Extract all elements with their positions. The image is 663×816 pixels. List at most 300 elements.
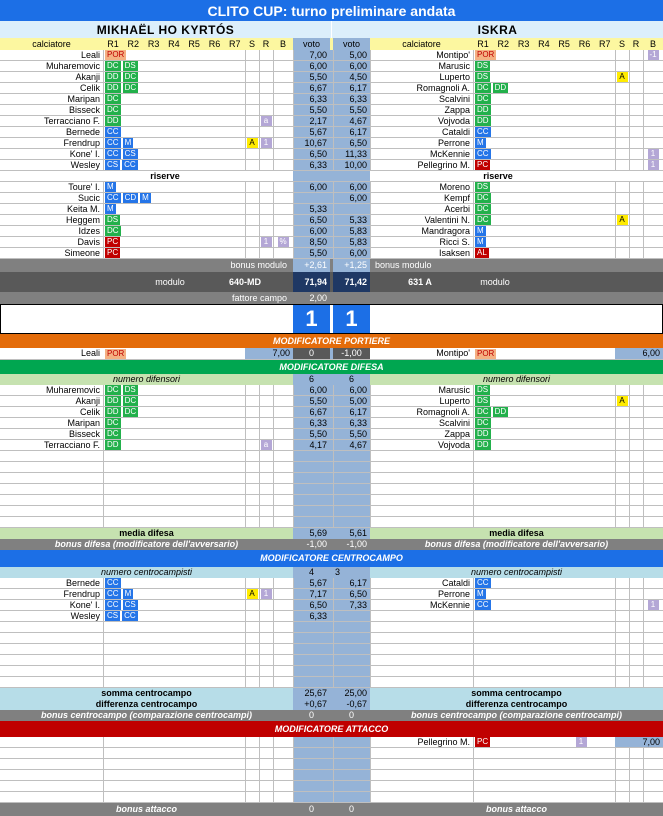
bonus: [643, 237, 663, 247]
num-difensori: numero difensori: [112, 374, 181, 384]
col-player: calciatore: [32, 38, 71, 49]
player-name: Zappa: [444, 429, 470, 439]
role-tags: [103, 215, 245, 225]
vote-column-bg: [293, 633, 370, 643]
bonus-modulo-label-right: bonus modulo: [375, 260, 432, 270]
yellow-card: [615, 138, 629, 148]
yellow-card: [245, 83, 259, 93]
bonus: [259, 72, 273, 82]
col-player: calciatore: [402, 38, 441, 49]
role-badge: CS: [124, 600, 136, 609]
role-badge: DS: [124, 61, 136, 70]
bonus: [643, 160, 663, 170]
bonus: [574, 737, 588, 747]
vote: 5,83: [349, 237, 367, 247]
bonus-centro-label: bonus centrocampo (comparazione centrocampi): [410, 710, 623, 720]
player-row: [0, 407, 663, 418]
bonus: [259, 138, 273, 148]
role-badge: M: [477, 589, 484, 598]
bonus-centro-left: 0: [308, 710, 314, 720]
empty-row: [0, 677, 663, 688]
bonus-attacco-label: bonus attacco: [485, 804, 547, 814]
bonus-mark: 1: [648, 149, 659, 159]
player-name: Kone' I.: [69, 600, 100, 610]
vote-column-bg: [293, 748, 370, 758]
role-tags: [103, 127, 245, 137]
role-badge: DC: [477, 193, 489, 202]
role-tags: [473, 429, 615, 439]
empty-row: [0, 759, 663, 770]
bonus: [643, 226, 663, 236]
vote: 6,17: [349, 83, 367, 93]
role-badge: CC: [477, 127, 489, 136]
player-name: Kempf: [443, 193, 470, 203]
role-badge: DD: [107, 440, 119, 449]
yellow-card: [245, 182, 259, 192]
vote-column-bg: [293, 517, 370, 527]
vote: 6,50: [349, 589, 367, 599]
bonus-mark: a: [261, 116, 272, 126]
player-name: Bernede: [65, 127, 100, 137]
yellow-card: [615, 578, 629, 588]
bonus: [643, 396, 663, 406]
yellow-card: [245, 50, 259, 60]
role-badge: DS: [107, 215, 119, 224]
role-tags: [473, 116, 615, 126]
role-tags: [473, 385, 615, 395]
bonus: [259, 407, 273, 417]
vote: 6,00: [349, 248, 367, 258]
vote: 6,67: [309, 407, 327, 417]
role-badge: DC: [477, 407, 489, 416]
empty-row: [0, 451, 663, 462]
centro-count-row: [0, 567, 663, 578]
diff-left: +0,67: [304, 699, 327, 709]
vote-column-bg: [293, 484, 370, 494]
player-row: [0, 138, 663, 149]
role-badge: DC: [477, 83, 489, 92]
yellow-card: [245, 578, 259, 588]
centrocampo-header: [0, 550, 663, 567]
player-name: Montipo': [436, 50, 470, 60]
player-row: [0, 149, 663, 160]
somma-row: [0, 688, 663, 699]
yellow-card-mark: A: [247, 138, 258, 148]
left-count: 4: [308, 567, 314, 577]
left-total: 71,94: [293, 272, 330, 292]
bonus: [643, 440, 663, 450]
vote: 4,67: [349, 116, 367, 126]
yellow-card: [245, 116, 259, 126]
role-badge: DD: [477, 429, 489, 438]
col-r4: R4: [538, 38, 550, 49]
vote-column-bg: [293, 473, 370, 483]
role-badge: DC: [477, 215, 489, 224]
player-row: [0, 226, 663, 237]
yellow-card: [245, 589, 259, 599]
vote-column-bg: [293, 666, 370, 676]
somma-right: 25,00: [344, 688, 367, 698]
role-badge: DC: [107, 94, 119, 103]
bonus2-mark: %: [279, 237, 287, 246]
vote-column-bg: [293, 495, 370, 505]
vote: [333, 204, 370, 214]
role-tags: [473, 193, 615, 203]
num-centro: numero centrocampisti: [100, 567, 193, 577]
role-badge: DS: [477, 182, 489, 191]
yellow-card: [615, 61, 629, 71]
role-tags: [103, 204, 245, 214]
col-r: R: [632, 38, 640, 49]
bonus-attacco-right: 0: [348, 804, 354, 814]
vote-column-bg: [293, 759, 370, 769]
player-name: Romagnoli A.: [416, 83, 470, 93]
bonus-centro-label: bonus centrocampo (comparazione centrocampi): [40, 710, 253, 720]
player-name: Marusic: [438, 61, 470, 71]
role-badge: AL: [477, 248, 487, 257]
fattore-value: 2,00: [309, 292, 327, 303]
vote: 6,50: [309, 149, 327, 159]
player-name: Celik: [79, 407, 100, 417]
vote: 5,33: [349, 215, 367, 225]
role-tags: [473, 215, 615, 225]
role-badge: CC: [477, 149, 489, 158]
vote: 6,00: [309, 226, 327, 236]
role-badge: DD: [107, 72, 119, 81]
col-r6: R6: [208, 38, 221, 49]
col-r2: R2: [127, 38, 140, 49]
role-tags: [473, 182, 615, 192]
vote: 6,00: [309, 385, 327, 395]
yellow-card: [245, 138, 259, 148]
player-name: Terracciano F.: [43, 116, 100, 126]
vote-column-bg: [293, 622, 370, 632]
bonus: [259, 578, 273, 588]
player-row: [0, 237, 663, 248]
player-row: [0, 589, 663, 600]
vote: 7,17: [309, 589, 327, 599]
role-badge: M: [477, 237, 484, 246]
media-label: media difesa: [119, 528, 174, 538]
bonus: [643, 105, 663, 115]
role-badge: DC: [107, 418, 119, 427]
col-r4: R4: [168, 38, 180, 49]
bonus: [259, 226, 273, 236]
bonus: [643, 215, 663, 225]
col-r5: R5: [188, 38, 200, 49]
vote: 6,00: [349, 182, 367, 192]
bonus: [643, 116, 663, 126]
role-badge: DC: [107, 61, 119, 70]
vote: 6,00: [309, 61, 327, 71]
role-tags: [103, 193, 245, 203]
vote: 5,00: [349, 50, 367, 60]
role-tags: [103, 589, 245, 599]
role-badge: DD: [494, 83, 507, 92]
player-name: Akanji: [75, 72, 100, 82]
yellow-card: [245, 127, 259, 137]
vote-column-bg: [293, 506, 370, 516]
bonus-difesa-label: bonus difesa (modificatore dell'avversario): [54, 539, 239, 549]
difesa-header: [0, 360, 663, 374]
role-tags: [473, 149, 615, 159]
goals-row: [0, 304, 663, 334]
media-label: media difesa: [489, 528, 544, 538]
player-name: Montipo': [436, 348, 470, 358]
player-row: [0, 611, 663, 622]
yellow-card: [615, 215, 629, 225]
vote-column-bg: [293, 737, 370, 747]
bonus: [259, 83, 273, 93]
bonus-mark: a: [261, 440, 272, 450]
player-name: Heggem: [65, 215, 100, 225]
yellow-card: [245, 385, 259, 395]
bonus-difesa-row: [0, 539, 663, 550]
yellow-card-mark: A: [247, 589, 258, 599]
player-name: Bisseck: [68, 105, 100, 115]
vote: 5,67: [309, 578, 327, 588]
role-badge: DD: [477, 116, 489, 125]
bonus: [643, 578, 663, 588]
role-tags: [103, 61, 245, 71]
role-tags: [473, 204, 615, 214]
empty-row: [0, 495, 663, 506]
player-name: Davis: [77, 237, 100, 247]
role-badge: DD: [477, 440, 489, 449]
role-tags: [473, 237, 615, 247]
bonus: [643, 193, 663, 203]
somma-label: somma centrocampo: [101, 688, 192, 698]
col-r3: R3: [147, 38, 160, 49]
yellow-card: [615, 429, 629, 439]
bonus: [259, 193, 273, 203]
role-tags: [103, 396, 245, 406]
role-badge: M: [107, 204, 114, 213]
difesa-title: MODIFICATORE DIFESA: [279, 361, 384, 372]
role-badge: DC: [477, 94, 489, 103]
player-row: [0, 204, 663, 215]
role-badge: POR: [107, 348, 125, 358]
bonus-difesa-left: -1,00: [306, 539, 327, 549]
yellow-card: [245, 105, 259, 115]
role-tags: [103, 578, 245, 588]
bonus: [643, 138, 663, 148]
empty-row: [0, 792, 663, 803]
yellow-card-mark: A: [617, 215, 628, 225]
bonus: [643, 429, 663, 439]
empty-row: [0, 644, 663, 655]
yellow-card: [615, 193, 629, 203]
vote: 6,00: [349, 385, 367, 395]
role-tags: [473, 578, 615, 588]
diff-right: -0,67: [346, 699, 367, 709]
bonus: [643, 83, 663, 93]
empty-row: [0, 622, 663, 633]
totals-row: [0, 272, 663, 292]
empty-row: [0, 506, 663, 517]
yellow-card: [615, 385, 629, 395]
role-badge: CS: [124, 149, 136, 158]
role-tags: [473, 160, 615, 170]
role-badge: CC: [477, 578, 489, 587]
col-b: B: [649, 38, 656, 49]
player-name: Akanji: [75, 396, 100, 406]
role-badge: DC: [107, 385, 119, 394]
portiere-header: [0, 334, 663, 348]
col-s: S: [618, 38, 625, 49]
bonus: [259, 182, 273, 192]
left-count: 6: [308, 374, 314, 384]
yellow-card: [615, 149, 629, 159]
gk-vote: 6,00: [615, 348, 663, 359]
col-b: B: [279, 38, 286, 49]
vote-column-bg: [293, 655, 370, 665]
empty-row: [0, 633, 663, 644]
vote: 5,67: [309, 127, 327, 137]
role-badge: DD: [494, 407, 507, 416]
player-row: [0, 418, 663, 429]
yellow-card-mark: A: [617, 396, 628, 406]
player-row: [0, 385, 663, 396]
player-row: [0, 578, 663, 589]
bonus: [643, 94, 663, 104]
bonus-modulo-left: +2,61: [293, 259, 330, 272]
empty-row: [0, 666, 663, 677]
role-badge: DC: [124, 396, 137, 405]
bonus-mark: 1: [648, 160, 659, 170]
player-name: Ricci S.: [439, 237, 470, 247]
team-left: MIKHAËL HO KYRTÓS: [0, 21, 331, 38]
yellow-card: [245, 611, 259, 621]
role-badge: CC: [124, 160, 136, 169]
role-badge: CC: [124, 611, 136, 620]
role-badge: CC: [107, 138, 119, 147]
player-name: Acerbi: [444, 204, 470, 214]
bonus-modulo-right: +1,25: [333, 259, 370, 272]
goals-left: 1: [293, 304, 330, 334]
team-right: ISKRA: [332, 21, 663, 38]
role-tags: [473, 83, 615, 93]
vote: 6,17: [349, 127, 367, 137]
role-badge: POR: [477, 50, 495, 59]
portiere-title: MODIFICATORE PORTIERE: [272, 335, 390, 346]
empty-row: [0, 770, 663, 781]
vote: 5,50: [309, 248, 327, 258]
role-tags: [473, 94, 615, 104]
role-tags: [473, 50, 615, 60]
bonus: [643, 61, 663, 71]
bonus: [259, 105, 273, 115]
yellow-card: [245, 237, 259, 247]
role-badge: DS: [477, 61, 489, 70]
attacco-title: MODIFICATORE ATTACCO: [274, 723, 389, 734]
bonus-mark: -1: [649, 50, 657, 59]
bonus: [643, 127, 663, 137]
role-badge: PC: [477, 737, 489, 746]
role-tags: [473, 600, 615, 610]
player-name: Isaksen: [438, 248, 470, 258]
difesa-count-row: [0, 374, 663, 385]
role-tags: [103, 248, 245, 258]
yellow-card: [245, 396, 259, 406]
modulo-label: modulo: [155, 276, 185, 287]
bonus: [259, 396, 273, 406]
vote: 7,00: [309, 50, 327, 60]
reserves-label-right: riserve: [483, 171, 513, 181]
yellow-card-mark: A: [617, 72, 628, 82]
bonus: [259, 440, 273, 450]
empty-row: [0, 473, 663, 484]
bonus: [259, 385, 273, 395]
role-tags: [103, 226, 245, 236]
role-tags: [103, 50, 245, 60]
gk-vote: 7,00: [245, 348, 293, 359]
vote-column-bg: [293, 781, 370, 791]
vote: 6,50: [349, 138, 367, 148]
att-vote: 7,00: [615, 737, 663, 747]
player-name: Terracciano F.: [43, 440, 100, 450]
bonus-mark: 1: [261, 138, 272, 148]
vote-column-bg: [293, 644, 370, 654]
vote: 6,50: [309, 600, 327, 610]
bonus: [259, 611, 273, 621]
bonus-mark: 1: [648, 600, 659, 610]
role-badge: POR: [107, 50, 125, 59]
right-count: 6: [348, 374, 354, 384]
col-vote: voto: [293, 38, 330, 50]
player-name: Scalvini: [438, 418, 470, 428]
media-row: [0, 528, 663, 539]
bonus: [643, 182, 663, 192]
player-row: [0, 116, 663, 127]
role-tags: [473, 138, 615, 148]
player-name: Muharemovic: [45, 385, 100, 395]
bonus-attacco-left: 0: [308, 804, 314, 814]
vote: 6,33: [349, 94, 367, 104]
player-name: Vojvoda: [437, 116, 470, 126]
bonus: [643, 600, 663, 610]
vote-column-bg: [293, 462, 370, 472]
role-badge: DC: [477, 418, 489, 427]
yellow-card: [615, 440, 629, 450]
bonus-modulo-label: bonus modulo: [230, 260, 287, 270]
vote: 5,50: [309, 396, 327, 406]
empty-row: [0, 655, 663, 666]
player-row: [0, 429, 663, 440]
col-r2: R2: [497, 38, 510, 49]
yellow-card: [615, 116, 629, 126]
yellow-card: [245, 248, 259, 258]
role-badge: CD: [124, 193, 137, 202]
bonus: [643, 418, 663, 428]
role-tags: [473, 105, 615, 115]
player-row: [0, 127, 663, 138]
role-badge: DD: [107, 396, 119, 405]
vote: 4,67: [349, 440, 367, 450]
diff-row: [0, 699, 663, 710]
role-tags: [473, 418, 615, 428]
col-r7: R7: [599, 38, 611, 49]
yellow-card: [615, 83, 629, 93]
bonus: [259, 116, 273, 126]
yellow-card: [245, 215, 259, 225]
role-badge: CC: [107, 127, 119, 136]
diff-label: differenza centrocampo: [465, 699, 568, 709]
bonus: [259, 160, 273, 170]
player-name: Luperto: [439, 72, 470, 82]
bonus: [259, 248, 273, 258]
left-modulo: 640-MD: [228, 276, 261, 287]
